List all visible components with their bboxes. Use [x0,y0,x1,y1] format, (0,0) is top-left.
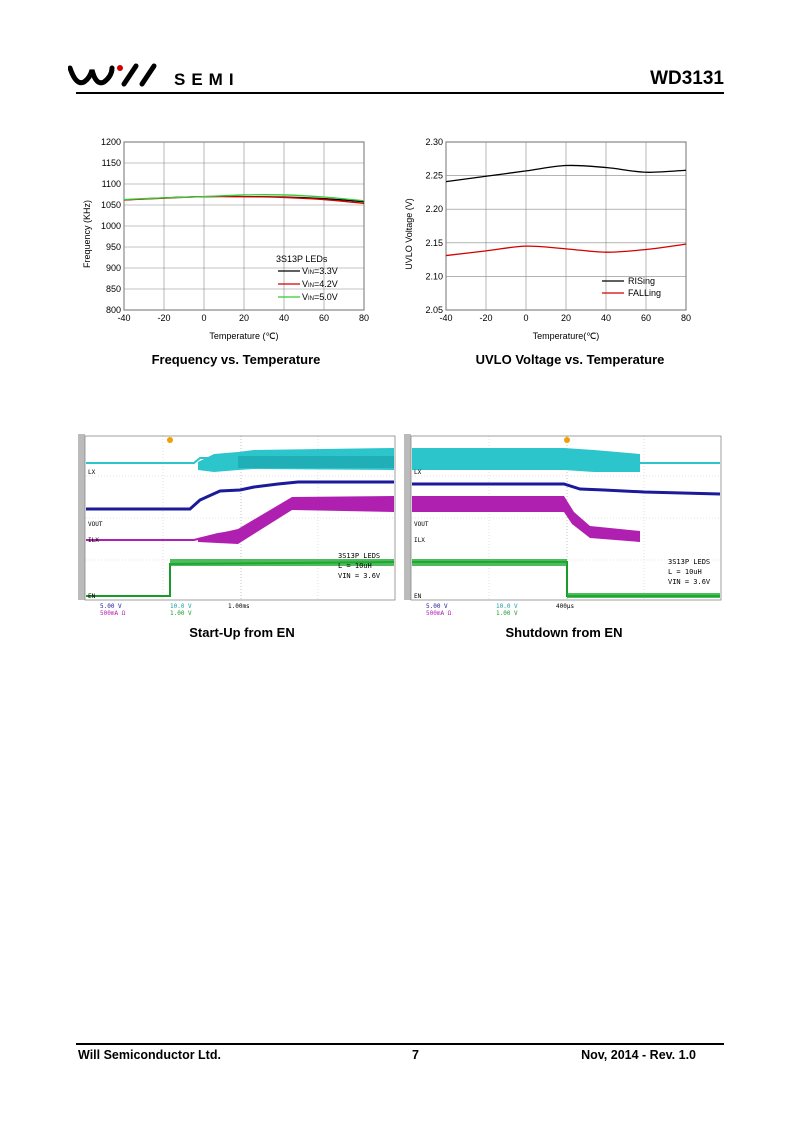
y-tick-label: 1000 [100,221,121,231]
shutdown-scope-capture [404,434,722,616]
y-tick-label: 1050 [100,200,121,210]
x-tick-label: 40 [278,313,290,323]
y-tick-label: 1150 [101,158,121,168]
x-tick-label: 20 [238,313,250,323]
x-tick-label: 0 [201,313,207,323]
x-tick-label: 60 [640,313,652,323]
footer-date-revision: Nov, 2014 - Rev. 1.0 [581,1048,696,1062]
channel-label: ILX [88,537,99,544]
y-tick-label: 2.20 [425,204,443,215]
channel-label: VOUT [414,521,429,528]
y-tick-label: 950 [105,242,121,252]
legend-entry: VIN=3.3V [302,266,338,276]
scope-note: 3S13P LEDS [668,558,711,566]
scale-readout: 5.00 V [100,603,122,610]
x-tick-label: -20 [157,313,171,323]
y-tick-label: 1100 [101,179,121,189]
x-tick-label: 80 [680,313,692,323]
x-axis-label: Temperature(℃) [532,331,600,341]
scale-readout: 500mA Ω [426,610,452,616]
legend-entry: RISing [628,276,656,286]
timebase-readout: 1.00ms [228,603,250,610]
y-tick-label: 2.15 [425,237,443,248]
y-tick-label: 2.10 [425,271,443,282]
scope-note: L = 10uH [338,562,372,570]
scale-readout: 5.00 V [426,603,448,610]
x-axis-label: Temperature (℃) [209,331,279,341]
legend-entry: VIN=4.2V [302,279,338,289]
channel-label: EN [88,593,96,600]
footer-company: Will Semiconductor Ltd. [78,1048,221,1062]
frequency-chart [78,134,378,344]
uvlo-caption: UVLO Voltage vs. Temperature [475,352,665,367]
x-tick-label: -40 [439,313,453,323]
y-tick-label: 1200 [100,137,121,147]
channel-label: EN [414,593,422,600]
x-tick-label: 80 [358,313,370,323]
scale-readout: 500mA Ω [100,610,126,616]
channel-label: LX [414,469,422,476]
y-tick-label: 2.25 [425,170,443,181]
y-axis-label: Frequency (KHz) [82,199,92,269]
y-tick-label: 800 [105,305,121,315]
x-tick-label: 20 [560,313,572,323]
header-rule [76,92,724,94]
startup-caption: Start-Up from EN [189,625,295,640]
y-tick-label: 2.05 [425,305,443,315]
part-number: WD3131 [650,68,724,89]
scale-readout: 1.00 V [496,610,518,616]
footer-rule [76,1043,724,1045]
timebase-readout: 400µs [556,603,575,610]
x-tick-label: -20 [479,313,493,323]
scope-note: VIN = 3.6V [668,578,711,586]
channel-label: LX [88,469,96,476]
scope-note: VIN = 3.6V [338,572,381,580]
shutdown-caption: Shutdown from EN [505,625,623,640]
scale-readout: 1.00 V [170,610,192,616]
footer-page-number: 7 [412,1048,419,1062]
scope-note: 3S13P LEDS [338,552,381,560]
uvlo-chart [400,134,700,344]
logo-word: SEMI [174,70,240,89]
x-tick-label: 0 [523,313,529,323]
scale-readout: 10.0 V [170,603,192,610]
company-logo [68,60,172,90]
x-tick-label: -40 [117,313,131,323]
y-tick-label: 2.30 [425,137,443,147]
scale-readout: 10.0 V [496,603,518,610]
legend-entry: VIN=5.0V [302,292,338,302]
channel-label: VOUT [88,521,103,528]
freq-caption: Frequency vs. Temperature [151,352,321,367]
y-tick-label: 900 [105,263,121,273]
legend-title: 3S13P LEDs [276,254,328,264]
x-tick-label: 60 [318,313,330,323]
y-tick-label: 850 [105,284,121,294]
legend-entry: FALLing [628,288,662,298]
startup-scope-capture [78,434,396,616]
y-axis-label: UVLO Voltage (V) [404,198,414,270]
scope-note: L = 10uH [668,568,702,576]
x-tick-label: 40 [600,313,612,323]
channel-label: ILX [414,537,425,544]
